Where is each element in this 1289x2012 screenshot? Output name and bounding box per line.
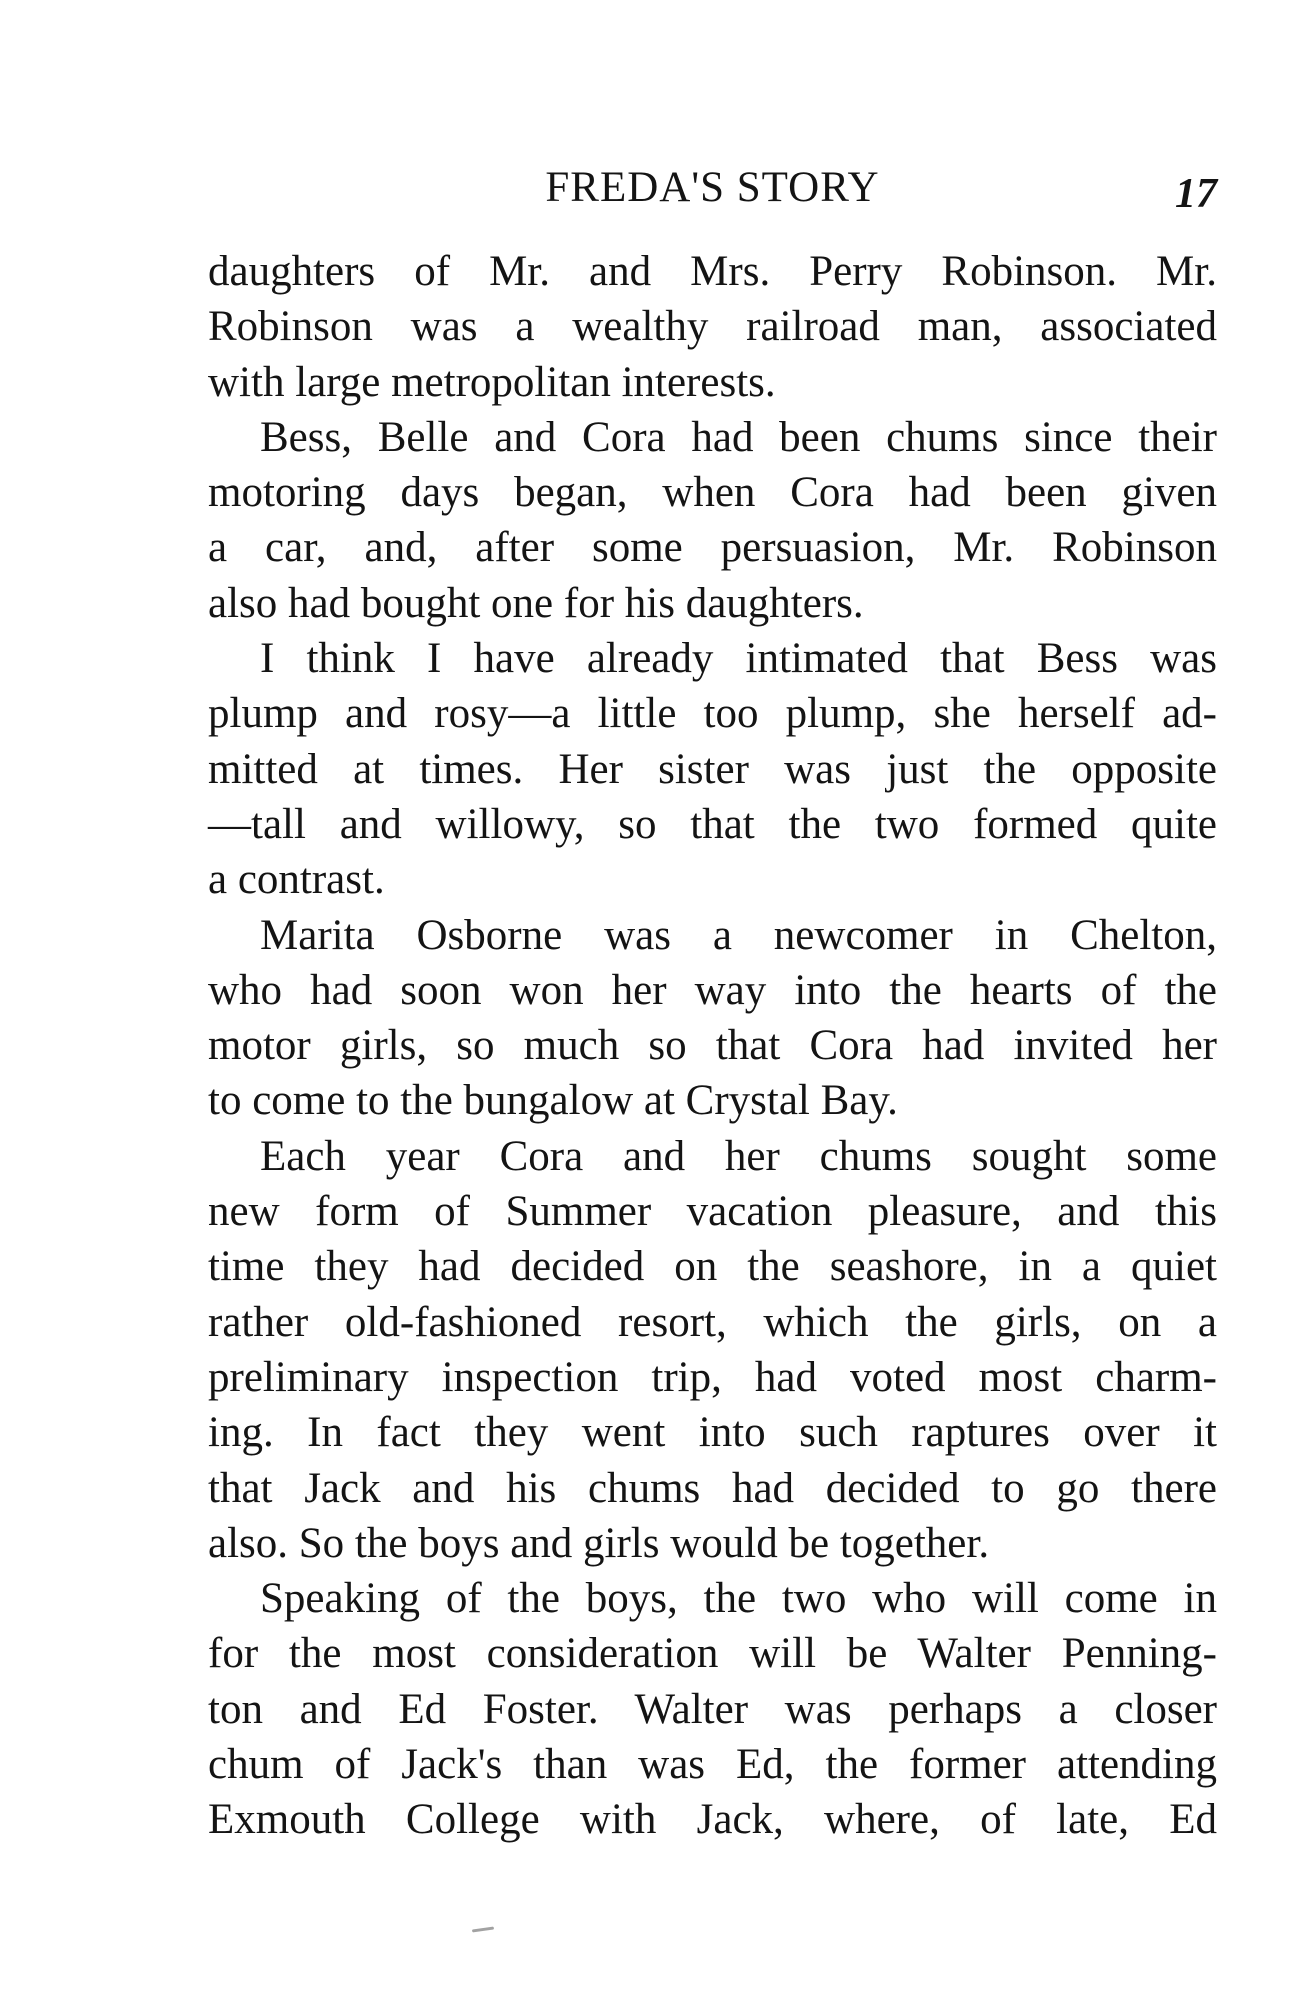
text-line: for the most consideration will be Walter Penning-: [208, 1630, 1217, 1678]
text-line: with large metropolitan interests.: [208, 358, 776, 406]
text-line: a car, and, after some persuasion, Mr. Robinson: [208, 524, 1217, 572]
running-head: [208, 158, 1217, 218]
text-line: Speaking of the boys, the two who will come in: [260, 1575, 1217, 1623]
text-line: time they had decided on the seashore, in a quiet: [208, 1243, 1217, 1291]
text-line: new form of Summer vacation pleasure, and this: [208, 1188, 1217, 1236]
text-line: also had bought one for his daughters.: [208, 579, 864, 627]
page-number: 17: [1175, 171, 1217, 217]
chapter-title: FREDA'S STORY: [545, 164, 880, 211]
text-line: daughters of Mr. and Mrs. Perry Robinson. Mr.: [208, 248, 1217, 295]
text-line: —tall and willowy, so that the two formed quite: [208, 800, 1217, 848]
text-line: I think I have already intimated that Bess was: [260, 635, 1217, 683]
text-line: Bess, Belle and Cora had been chums since their: [260, 413, 1217, 461]
text-line: who had soon won her way into the hearts of the: [208, 966, 1217, 1014]
text-line: mitted at times. Her sister was just the opposite: [208, 745, 1217, 793]
text-line: Exmouth College with Jack, where, of late, Ed: [208, 1796, 1217, 1844]
text-line: chum of Jack's than was Ed, the former attending: [208, 1741, 1217, 1789]
ink-smudge: [472, 1926, 494, 1932]
text-line: plump and rosy—a little too plump, she herself ad-: [208, 690, 1217, 738]
text-line: motor girls, so much so that Cora had invited her: [208, 1022, 1217, 1070]
text-line: a contrast.: [208, 856, 385, 904]
text-line: ton and Ed Foster. Walter was perhaps a closer: [208, 1685, 1217, 1733]
body-text: [208, 244, 1217, 1848]
text-line: motoring days began, when Cora had been given: [208, 469, 1217, 517]
text-line: Robinson was a wealthy railroad man, associated: [208, 303, 1217, 351]
text-line: rather old-fashioned resort, which the girls, on a: [208, 1298, 1217, 1346]
text-line: Each year Cora and her chums sought some: [260, 1132, 1217, 1180]
text-line: ing. In fact they went into such raptures over it: [208, 1409, 1217, 1457]
text-line: to come to the bungalow at Crystal Bay.: [208, 1077, 898, 1125]
text-line: preliminary inspection trip, had voted most charm-: [208, 1353, 1217, 1401]
text-line: that Jack and his chums had decided to go there: [208, 1464, 1217, 1512]
text-line: also. So the boys and girls would be together.: [208, 1519, 990, 1567]
text-line: Marita Osborne was a newcomer in Chelton,: [260, 911, 1217, 959]
